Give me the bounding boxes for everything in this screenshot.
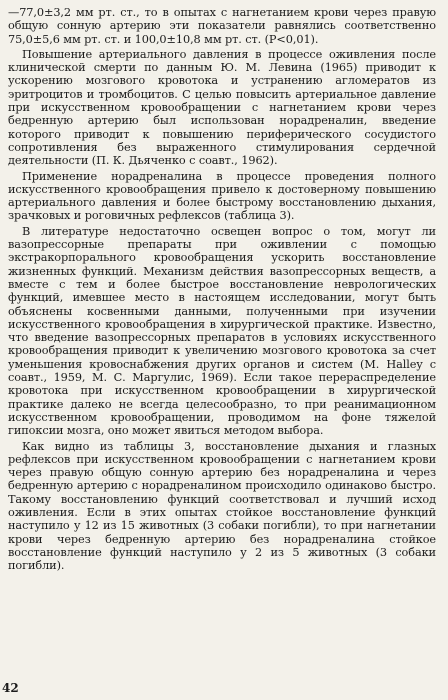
- paragraph-4: В литературе недостаточно освещен вопрос о том, могут ли вазопрессорные препараты при оживлении с помощью экстракорпорального кровообращения ускорить восстановление жизненных функций. Механизм действия вазопрессорных веществ, а вместе с тем и более быстрое восстановление неврологических функций, имевшее место в настоящем исследовании, могут быть объяснены косвенными данными, полученными при изучении искусственного кровообращения в хирургической практике. Известно, что введение вазопрессорных препаратов в условиях искусственного кровообращения приводит к увеличению мозгового кровотока за счет уменьшения кровоснабжения других органов и систем (M. Halley с соавт., 1959, М. С. Маргулис, 1969). Если такое перераспределение кровотока при искусственном кровообращении в хирургической практике далеко не всегда целесообразно, то при реанимационном искусственном кровообращении, проводимом на фоне тяжелой гипоксии мозга, оно может явиться методом выбора.: [8, 224, 436, 438]
- paragraph-3: Применение норадреналина в процессе проведения полного искусственного кровообращения привело к достоверному повышению артериального давления и более быстрому восстановлению дыхания, зрачковых и роговичных рефлексов (таблица 3).: [8, 169, 436, 223]
- paragraph-1: —77,0±3,2 мм рт. ст., то в опытах с нагнетанием крови через правую общую сонную артерию эти показатели равнялись соответственно 75,0±5,6 мм рт. ст. и 100,0±10,8 мм рт. ст. (Р<0,01).: [8, 6, 436, 46]
- paragraph-5: Как видно из таблицы 3, восстановление дыхания и глазных рефлексов при искусственном кровообращении с нагнетанием крови через правую общую сонную артерию без норадреналина и через бедренную артерию с норадреналином происходило одинаково быстро. Такому восстановлению функций соответствовал и лучший исход оживления. Если в этих опытах стойкое восстановление функций наступило у 12 из 15 животных (3 собаки погибли), то при нагнетании крови через бедренную артерию без норадреналина стойкое восстановление функций наступило у 2 из 5 животных (3 собаки погибли).: [8, 439, 436, 573]
- paragraph-2: Повышение артериального давления в процессе оживления после клинической смерти по данным Ю. М. Левина (1965) приводит к ускорению мозгового кровотока и устранению агломератов из эритроцитов и тромбоцитов. С целью повысить артериальное давление при искусственном кровообращении с нагнетанием крови через бедренную артерию был использован норадреналин, введение которого приводит к повышению периферического сосудистого сопротивления без выраженного стимулирования сердечной деятельности (П. К. Дьяченко с соавт., 1962).: [8, 47, 436, 168]
- page-number: 42: [2, 681, 19, 695]
- page-body: [8, 6, 436, 574]
